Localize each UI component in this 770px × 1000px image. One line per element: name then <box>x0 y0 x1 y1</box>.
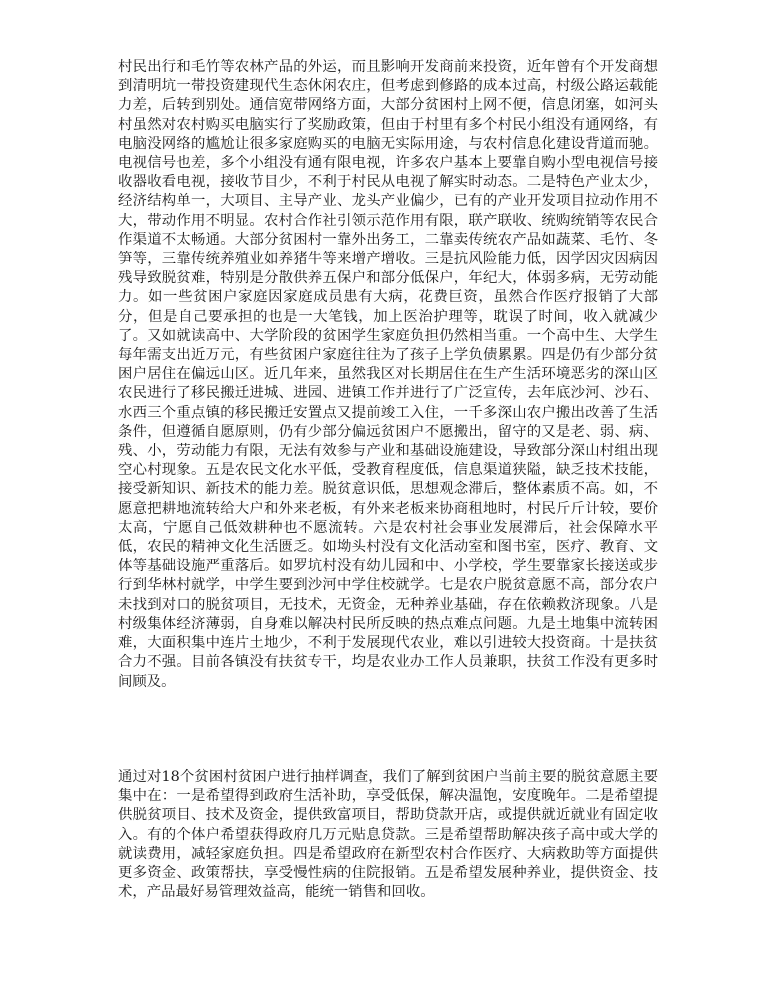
body-paragraph-survey-wishes: 通过对18个贫困村贫困户进行抽样调查，我们了解到贫困户当前主要的脱贫意愿主要集中在：一是希望得到政府生活补助，享受低保，解决温饱，安度晚年。二是希望提供脱贫项目、技术及资金，提供致富项目，帮助贷款开店，或提供就近就业有固定收入。有的个体户希望获得政府几万元贴息贷款。三是希望帮助解决孩子高中或大学的就读费用，减轻家庭负担。四是希望政府在新型农村合作医疗、大病救助等方面提供更多资金、政策帮扶，享受慢性病的住院报销。五是希望发展种养业，提供资金、技术，产品最好易管理效益高，能统一销售和回收。 <box>118 769 658 901</box>
body-paragraph-poverty-causes: 村民出行和毛竹等农林产品的外运，而且影响开发商前来投资，近年曾有个开发商想到清明坑一带投资建现代生态休闲农庄，但考虑到修路的成本过高，村级公路运载能力差，后转到别处。通信宽带网络方面，大部分贫困村上网不便，信息闭塞，如河头村虽然对农村购买电脑实行了奖励政策，但由于村里有多个村民小组没有通网络，有电脑没网络的尴尬让很多家庭购买的电脑无实际用途，与农村信息化建设背道而驰。电视信号也差，多个小组没有通有限电视，许多农户基本上要靠自购小型电视信号接收器收看电视，接收节目少，不利于村民从电视了解实时动态。二是特色产业太少，经济结构单一，大项目、主导产业、龙头产业偏少，已有的产业开发项目拉动作用不大，带动作用不明显。农村合作社引领示范作用有限，联产联收、统购统销等农民合作渠道不太畅通。大部分贫困村一靠外出务工，二靠卖传统农产品如蔬菜、毛竹、冬笋等，三靠传统养殖业如养猪牛等来增产增收。三是抗风险能力低，因学因灾因病因残导致脱贫难，特别是分散供养五保户和部分低保户，年纪大，体弱多病，无劳动能力。如一些贫困户家庭因家庭成员患有大病，花费巨资，虽然合作医疗报销了大部分，但是自己要承担的也是一大笔钱，加上医治护理等，耽误了时间，收入就减少了。又如就读高中、大学阶段的贫困学生家庭负担仍然相当重。一个高中生、大学生每年需支出近万元，有些贫困户家庭往往为了孩子上学负债累累。四是仍有少部分贫困户居住在偏远山区。近几年来，虽然我区对长期居住在生产生活环境恶劣的深山区农民进行了移民搬迁进城、进园、进镇工作并进行了广泛宣传，去年底沙河、沙石、水西三个重点镇的移民搬迁安置点又提前竣工入住，一千多深山农户搬出改善了生活条件，但遵循自愿原则，仍有少部分偏远贫困户不愿搬出，留守的又是老、弱、病、残、小，劳动能力有限，无法有效参与产业和基础设施建设，导致部分深山村组出现空心村现象。五是农民文化水平低，受教育程度低，信息渠道狭隘，缺乏技术技能，接受新知识、新技术的能力差。脱贫意识低，思想观念滞后，整体素质不高。如，不愿意把耕地流转给大户和外来老板，有外来老板来协商租地时，村民斤斤计较，要价太高，宁愿自己低效耕种也不愿流转。六是农村社会事业发展滞后，社会保障水平低，农民的精神文化生活匮乏。如坳头村没有文化活动室和图书室，医疗、教育、文体等基础设施严重落后。如罗坑村没有幼儿园和中、小学校，学生要靠家长接送或步行到华林村就学，中学生要到沙河中学住校就学。七是农户脱贫意愿不高，部分农户未找到对口的脱贫项目，无技术，无资金，无种养业基础，存在依赖救济现象。八是村级集体经济薄弱，自身难以解决村民所反映的热点难点问题。九是土地集中流转困难，大面积集中连片土地少，不利于发展现代农业，难以引进较大投资商。十是扶贫合力不强。目前各镇没有扶贫专干，均是农业办工作人员兼职，扶贫工作没有更多时间顾及。 <box>118 59 658 690</box>
